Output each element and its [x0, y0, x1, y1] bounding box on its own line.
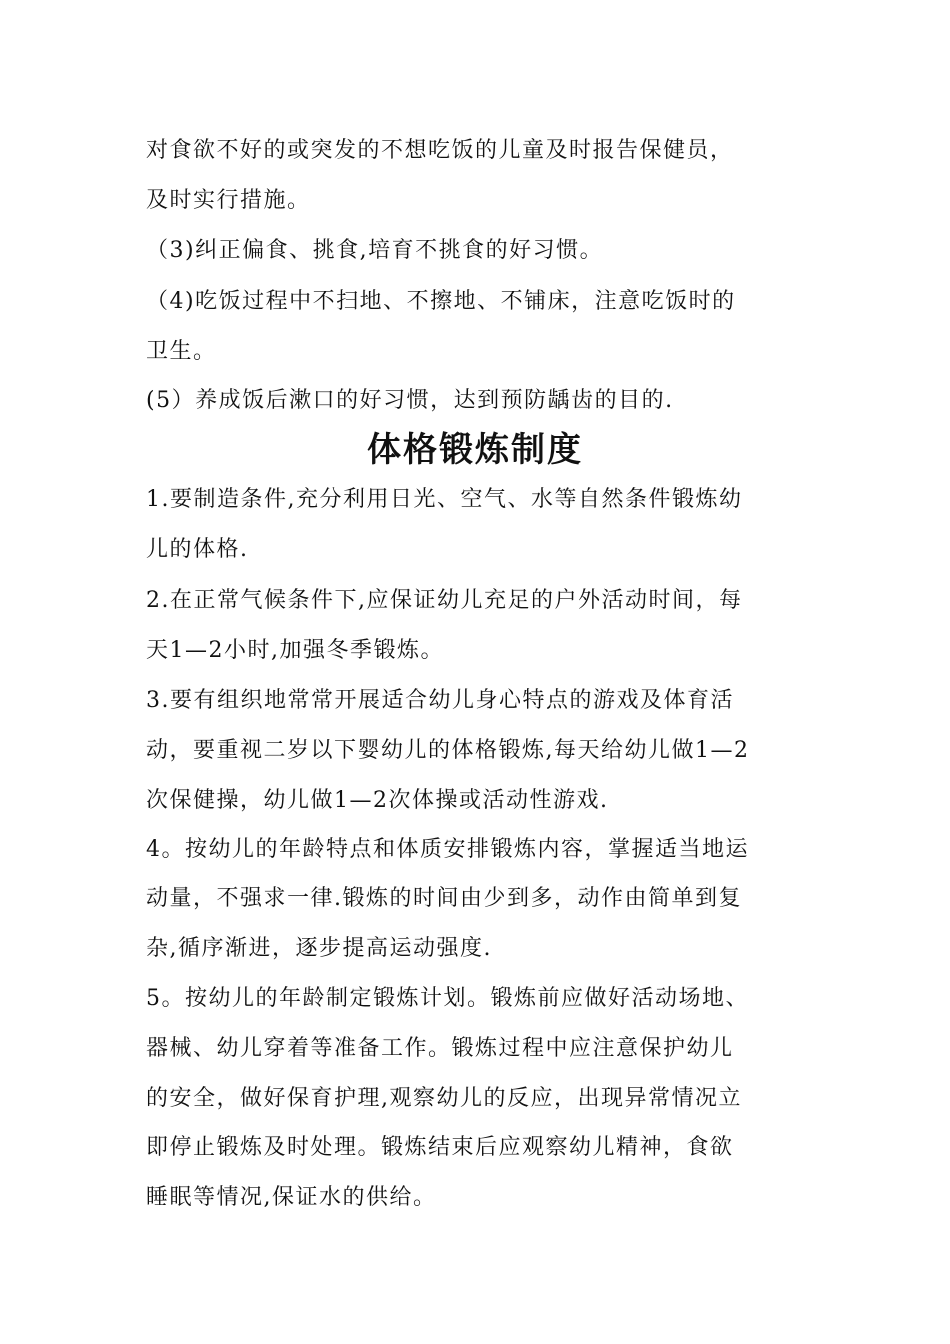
section-title: 体格锻炼制度 — [367, 430, 583, 470]
section-line-4: 天1—2小时,加强冬季锻炼。 — [146, 638, 444, 663]
section-line-9: 动量，不强求一律.锻炼的时间由少到多，动作由简单到复 — [146, 886, 742, 911]
intro-line-6: (5）养成饭后漱口的好习惯，达到预防龋齿的目的. — [146, 388, 674, 413]
section-line-2: 儿的体格. — [146, 537, 249, 562]
intro-line-5: 卫生。 — [146, 339, 217, 364]
section-line-12: 器械、幼儿穿着等准备工作。锻炼过程中应注意保护幼儿 — [146, 1036, 734, 1061]
section-line-8: 4。按幼儿的年龄特点和体质安排锻炼内容，掌握适当地运 — [146, 837, 749, 862]
section-line-13: 的安全，做好保育护理,观察幼儿的反应，出现异常情况立 — [146, 1086, 742, 1111]
section-line-3: 2.在正常气候条件下,应保证幼儿充足的户外活动时间，每 — [146, 588, 743, 613]
section-line-14: 即停止锻炼及时处理。锻炼结束后应观察幼儿精神，食欲 — [146, 1135, 734, 1160]
section-line-1: 1.要制造条件,充分利用日光、空气、水等自然条件锻炼幼 — [146, 487, 743, 512]
intro-line-1: 对食欲不好的或突发的不想吃饭的儿童及时报告保健员， — [146, 138, 734, 163]
section-line-5: 3.要有组织地常常开展适合幼儿身心特点的游戏及体育活 — [146, 688, 734, 713]
intro-line-3: （3)纠正偏食、挑食,培育不挑食的好习惯。 — [146, 238, 604, 263]
section-line-15: 睡眠等情况,保证水的供给。 — [146, 1185, 437, 1210]
section-line-11: 5。按幼儿的年龄制定锻炼计划。锻炼前应做好活动场地、 — [146, 986, 749, 1011]
section-line-7: 次保健操，幼儿做1—2次体操或活动性游戏. — [146, 788, 609, 813]
intro-line-2: 及时实行措施。 — [146, 188, 311, 213]
section-line-6: 动，要重视二岁以下婴幼儿的体格锻炼,每天给幼儿做1—2 — [146, 738, 750, 763]
section-line-10: 杂,循序渐进，逐步提高运动强度. — [146, 936, 492, 961]
intro-line-4: （4)吃饭过程中不扫地、不擦地、不铺床，注意吃饭时的 — [146, 289, 736, 314]
